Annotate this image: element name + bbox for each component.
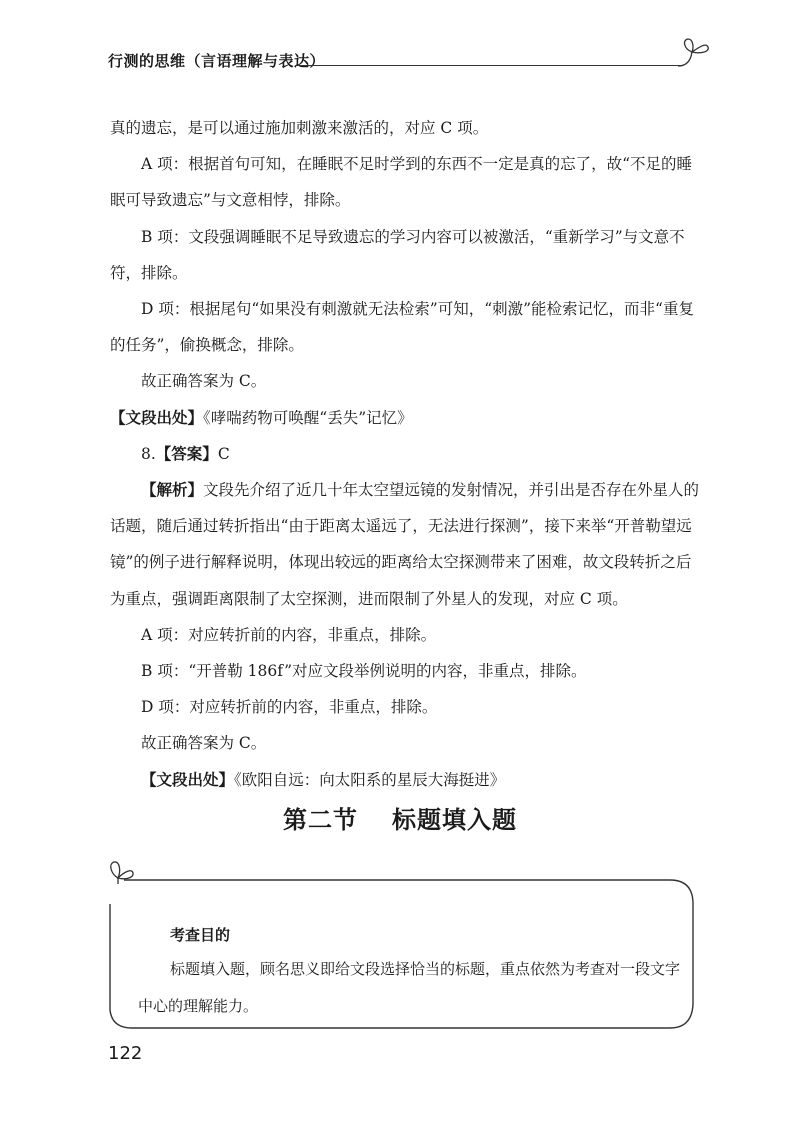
source-text: 《欧阳自远：向太阳系的星辰大海挺进》 <box>234 770 506 789</box>
paragraph: B 项：文段强调睡眠不足导致遗忘的学习内容可以被激活，“重新学习”与文意不符，排除。 <box>110 227 685 282</box>
box-text: 标题填入题，顾名思义即给文段选择恰当的标题，重点依然为考查对一段文字中心的理解能力。 <box>138 960 681 1015</box>
paragraph: 故正确答案为 C。 <box>141 734 267 753</box>
paragraph: A 项：对应转折前的内容，非重点，排除。 <box>141 625 437 644</box>
question-number: 8. <box>141 444 156 463</box>
source-text: 《哮喘药物可唤醒“丢失”记忆》 <box>203 408 413 427</box>
paragraph: D 项：对应转折前的内容，非重点，排除。 <box>141 698 438 717</box>
paragraph: A 项：根据首句可知，在睡眠不足时学到的东西不一定是真的忘了，故“不足的睡眠可导致遗忘”与文意相悖，排除。 <box>110 155 693 210</box>
paragraph: 故正确答案为 C。 <box>141 372 267 391</box>
source-label: 【文段出处】 <box>141 770 235 789</box>
answer-label: 【答案】 <box>155 444 218 463</box>
header-title: 行测的思维（言语理解与表达） <box>108 52 326 70</box>
paragraph: B 项：“开普勒 186f”对应文段举例说明的内容，非重点，排除。 <box>141 662 587 681</box>
section-number: 第二节 <box>283 806 358 834</box>
source-label: 【文段出处】 <box>110 408 204 427</box>
paragraph: 真的遗忘，是可以通过施加刺激来激活的，对应 C 项。 <box>110 119 489 137</box>
analysis-text: 文段先介绍了近几十年太空望远镜的发射情况，并引出是否存在外星人的话题，随后通过转折指出“由于距离太遥远了，无法进行探测”，接下来举“开普勒望远镜”的例子进行解释说明，体现出较远的距离给太空探测带来了困难，故文段转折之后为重点，强调距离限制了太空探测，进而限制了外星人的发现，对应 C 项。 <box>110 481 700 608</box>
page-number: 122 <box>108 1043 143 1064</box>
box-heading: 考查目的 <box>170 926 231 944</box>
box-body <box>138 951 686 1025</box>
answer-text: C <box>217 444 230 463</box>
section-name: 标题填入题 <box>392 806 517 834</box>
paragraph: D 项：根据尾句“如果没有刺激就无法检索”可知，“刺激”能检索记忆，而非“重复的任务”，偷换概念，排除。 <box>110 300 694 355</box>
analysis-label: 【解析】 <box>141 481 204 500</box>
